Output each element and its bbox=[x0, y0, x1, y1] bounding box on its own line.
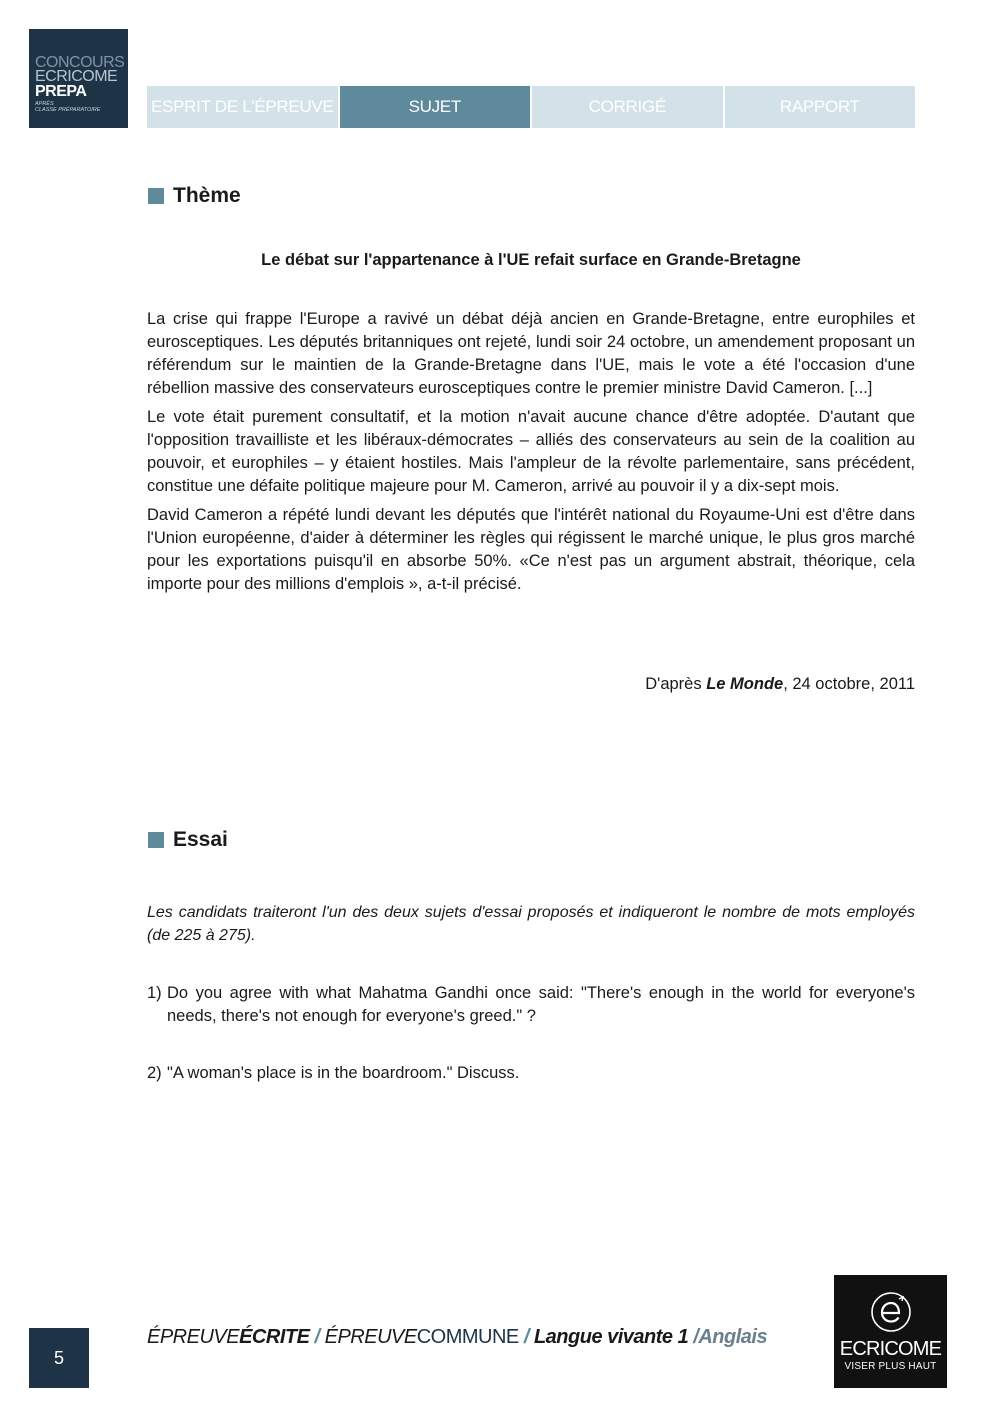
article-paragraph-2: Le vote était purement consultatif, et la motion n'avait aucune chance d'être adoptée. D'autant que l'opposition travailliste et les libéraux-démocrates – alliés des conservateurs au sein de la coalition au pouvoir, et europhiles – y étaient hostiles. Mais l'ampleur de la révolte parlementaire, sans précédent, constitue une défaite politique majeure pour M. Cameron, arrivé au pouvoir il y a dix-sept mois. bbox=[147, 408, 915, 495]
tab-esprit-de-l-epreuve[interactable]: ESPRIT DE L'ÉPREUVE bbox=[147, 86, 338, 128]
ecricome-brand-name: ECRICOME bbox=[839, 1338, 942, 1360]
essay-instructions: Les candidats traiteront l'un des deux sujets d'essai proposés et indiqueront le nombre de mots employés (de 225 à 275). bbox=[147, 904, 915, 944]
footer-epreuve-2: ÉPREUVE bbox=[324, 1326, 417, 1348]
essai-heading-text: Essai bbox=[173, 828, 228, 851]
section-tabs bbox=[147, 86, 915, 128]
theme-heading-text: Thème bbox=[173, 184, 241, 207]
tab-sujet[interactable]: SUJET bbox=[340, 86, 531, 128]
essai-section-heading bbox=[148, 828, 228, 852]
footer-epreuve: ÉPREUVE bbox=[147, 1326, 240, 1348]
footer-ecrite: ÉCRITE bbox=[239, 1326, 310, 1348]
article-headline: Le débat sur l'appartenance à l'UE refait surface en Grande-Bretagne bbox=[261, 251, 801, 269]
section-square-icon bbox=[148, 188, 164, 204]
ecricome-e-icon bbox=[869, 1290, 913, 1334]
article-paragraph-1: La crise qui frappe l'Europe a ravivé un débat déjà ancien en Grande-Bretagne, entre europhiles et eurosceptiques. Les députés britanniques ont rejeté, lundi soir 24 octobre, un amendement proposant un référendum sur le maintien de la Grande-Bretagne dans l'UE, mais le vote a été l'occasion d'une rébellion massive des conservateurs eurosceptiques contre le premier ministre David Cameron. [...] bbox=[147, 310, 915, 397]
essay-question-2 bbox=[147, 1062, 915, 1085]
footer-langue: Langue vivante 1 bbox=[533, 1326, 689, 1348]
logo-line-concours: CONCOURS bbox=[35, 54, 125, 71]
logo-line-prepa: PREPA bbox=[35, 83, 87, 100]
footer-slash: / bbox=[314, 1326, 320, 1348]
footer-exam-label bbox=[147, 1326, 767, 1349]
question-text: "A woman's place is in the boardroom." Discuss. bbox=[167, 1064, 520, 1082]
article-body bbox=[147, 308, 915, 602]
essay-question-1 bbox=[147, 982, 915, 1028]
ecricome-tagline: VISER PLUS HAUT bbox=[844, 1361, 937, 1372]
tab-corrige[interactable]: CORRIGÉ bbox=[532, 86, 723, 128]
question-number: 2) bbox=[147, 1064, 162, 1082]
theme-section-heading bbox=[148, 184, 241, 208]
article-paragraph-3: David Cameron a répété lundi devant les députés que l'intérêt national du Royaume-Uni est d'être dans l'Union européenne, d'aider à déterminer les règles qui régissent le marché unique, le plus gros marché pour les exportations puisqu'il en absorbe 50%. «Ce n'est pas un argument abstrait, théorique, cela importe pour des millions d'emplois », a-t-il précisé. bbox=[147, 506, 915, 593]
question-text: Do you agree with what Mahatma Gandhi once said: "There's enough in the world for everyone's needs, there's not enough for everyone's greed." ? bbox=[167, 984, 915, 1025]
logo-line-ecricome: ECRICOME bbox=[35, 68, 118, 85]
ecricome-logo bbox=[834, 1275, 947, 1388]
page-number: 5 bbox=[29, 1328, 89, 1388]
concours-ecricome-prepa-logo bbox=[29, 29, 128, 128]
article-source bbox=[147, 675, 915, 694]
logo-line-classe: CLASSE PRÉPARATOIRE bbox=[35, 107, 101, 113]
tab-rapport[interactable]: RAPPORT bbox=[725, 86, 916, 128]
source-date: , 24 octobre, 2011 bbox=[783, 675, 915, 693]
footer-commune: COMMUNE bbox=[416, 1326, 519, 1348]
logo-line-apres: APRÈS bbox=[35, 101, 54, 107]
source-publication: Le Monde bbox=[706, 675, 784, 693]
source-prefix: D'après bbox=[645, 675, 707, 693]
question-number: 1) bbox=[147, 984, 162, 1002]
footer-slash-2: / bbox=[523, 1326, 529, 1348]
section-square-icon bbox=[148, 832, 164, 848]
footer-anglais: /Anglais bbox=[693, 1326, 768, 1348]
